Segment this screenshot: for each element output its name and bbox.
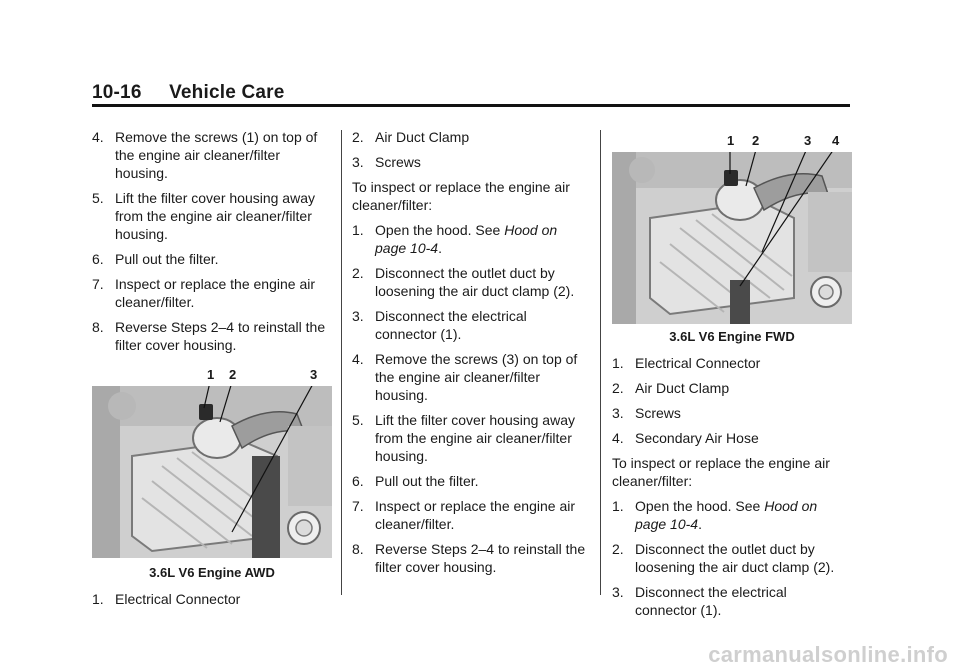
legend-item: 3. Screws xyxy=(612,405,681,421)
figure-caption: 3.6L V6 Engine AWD xyxy=(149,565,275,580)
section-title: Vehicle Care xyxy=(169,82,285,103)
step-item: 7. Inspect or replace the engine air cleaner/filter. xyxy=(352,498,576,532)
step-item: 6. Pull out the filter. xyxy=(352,473,479,489)
step-item: 2. Disconnect the outlet duct by loosening the air duct clamp (2). xyxy=(612,541,835,575)
step-item: 3. Disconnect the electrical connector (1). xyxy=(352,308,527,342)
step-item: 8. Reverse Steps 2–4 to reinstall the filter cover housing. xyxy=(92,319,326,353)
column-2 xyxy=(352,128,592,583)
callout-4: 4 xyxy=(832,133,840,148)
intro-text: To inspect or replace the engine air cleaner/filter: xyxy=(352,179,570,213)
engine-bay-image xyxy=(612,152,852,324)
header-rule xyxy=(92,104,850,107)
callout-2: 2 xyxy=(752,133,760,148)
step-item: 5. Lift the filter cover housing away from the engine air cleaner/filter housing. xyxy=(352,412,575,464)
watermark: carmanualsonline.info xyxy=(708,642,948,667)
column-1 xyxy=(92,128,332,615)
cross-reference-link[interactable]: Hood on page 10-4 xyxy=(635,498,818,532)
step-item: 4. Remove the screws (1) on top of the engine air cleaner/filter housing. xyxy=(92,129,318,181)
column-divider xyxy=(600,130,601,595)
step-item: 1. Open the hood. See Hood on page 10-4. xyxy=(612,498,818,532)
legend-item: 2. Air Duct Clamp xyxy=(352,129,470,145)
step-item: 5. Lift the filter cover housing away from the engine air cleaner/filter housing. xyxy=(92,190,315,242)
figure-caption: 3.6L V6 Engine FWD xyxy=(669,329,795,344)
step-item: 3. Disconnect the electrical connector (1). xyxy=(612,584,787,618)
legend-item: 1. Electrical Connector xyxy=(92,591,241,607)
engine-figure-awd xyxy=(92,367,332,560)
page-number: 10-16 xyxy=(92,82,142,103)
step-item: 7. Inspect or replace the engine air cleaner/filter. xyxy=(92,276,316,310)
step-item: 8. Reverse Steps 2–4 to reinstall the filter cover housing. xyxy=(352,541,586,575)
page-header xyxy=(92,82,285,104)
step-item: 2. Disconnect the outlet duct by loosening the air duct clamp (2). xyxy=(352,265,575,299)
engine-bay-image xyxy=(92,386,332,558)
legend-item: 4. Secondary Air Hose xyxy=(612,430,759,446)
callout-1: 1 xyxy=(207,367,215,382)
callout-1: 1 xyxy=(727,133,735,148)
legend-item: 2. Air Duct Clamp xyxy=(612,380,730,396)
column-3 xyxy=(612,132,852,626)
callout-3: 3 xyxy=(310,367,318,382)
step-item: 6. Pull out the filter. xyxy=(92,251,219,267)
cross-reference-link[interactable]: Hood on page 10-4 xyxy=(375,222,558,256)
column-divider xyxy=(341,130,342,595)
step-item: 4. Remove the screws (3) on top of the engine air cleaner/filter housing. xyxy=(352,351,578,403)
legend-item: 1. Electrical Connector xyxy=(612,355,761,371)
legend-item: 3. Screws xyxy=(352,154,421,170)
step-item: 1. Open the hood. See Hood on page 10-4. xyxy=(352,222,558,256)
callout-2: 2 xyxy=(229,367,237,382)
callout-3: 3 xyxy=(804,133,812,148)
engine-figure-fwd xyxy=(612,132,852,324)
intro-text: To inspect or replace the engine air cleaner/filter: xyxy=(612,455,830,489)
